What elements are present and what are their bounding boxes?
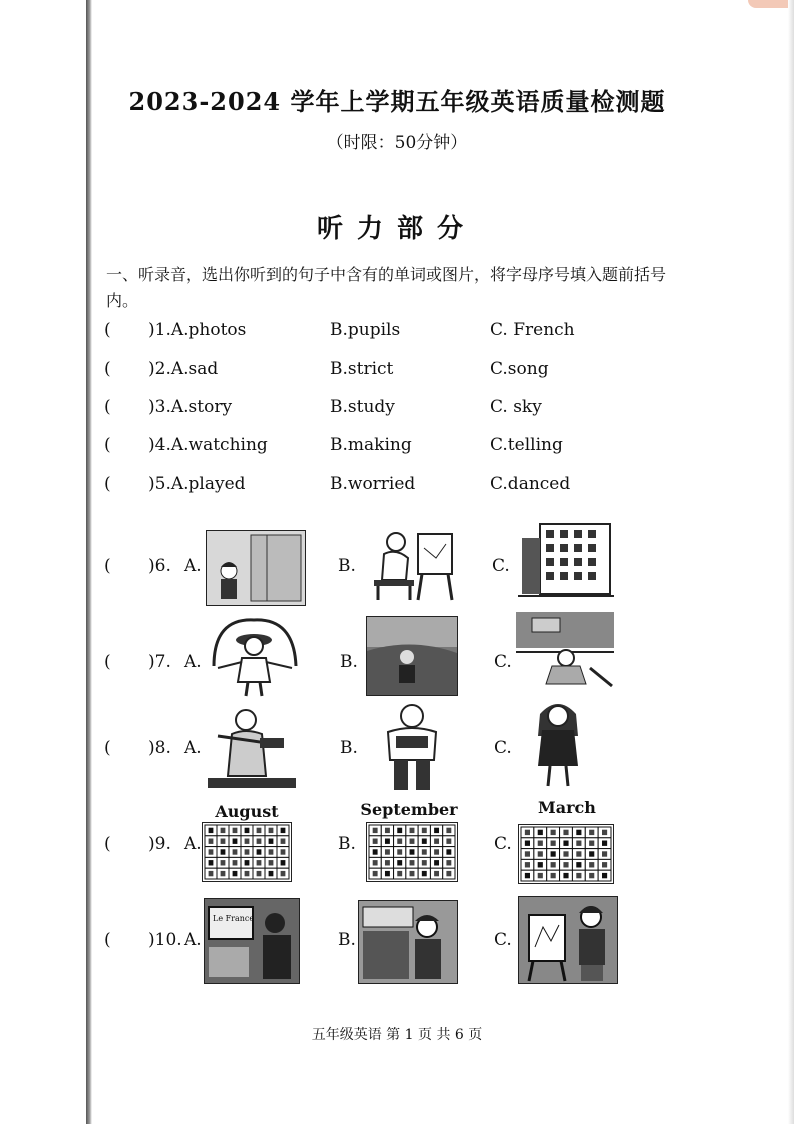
painter-at-easel-icon[interactable] xyxy=(366,524,460,604)
question-row xyxy=(104,395,704,419)
option-a: )5.A.played xyxy=(148,474,246,494)
answer-paren[interactable]: ( xyxy=(104,930,111,950)
option-c: C. French xyxy=(490,320,575,340)
option-c: C.danced xyxy=(490,474,571,494)
option-c-label: C. xyxy=(494,930,512,950)
option-a: )4.A.watching xyxy=(148,435,268,455)
option-c: C. sky xyxy=(490,397,542,417)
tv-watching-icon[interactable] xyxy=(204,898,300,984)
calendar-icon[interactable] xyxy=(366,822,458,882)
answer-paren[interactable]: ( xyxy=(104,474,111,494)
option-a-label: A. xyxy=(184,556,202,576)
option-b-label: B. xyxy=(338,930,356,950)
option-a-label: A. xyxy=(184,930,202,950)
violinist-icon[interactable] xyxy=(204,706,300,792)
corner-mark xyxy=(748,0,788,8)
scan-edge xyxy=(788,0,794,1124)
question-row xyxy=(104,433,704,457)
option-a: )2.A.sad xyxy=(148,359,219,379)
answer-paren[interactable]: ( xyxy=(104,435,111,455)
girl-cooking-icon[interactable] xyxy=(358,900,458,984)
calendar-icon[interactable] xyxy=(202,822,292,882)
question-number: )9. xyxy=(148,834,171,854)
option-a-label: A. xyxy=(184,738,202,758)
woman-icon[interactable] xyxy=(518,696,598,792)
question-number: )10. xyxy=(148,930,182,950)
option-b: B.pupils xyxy=(330,320,401,340)
question-number: )8. xyxy=(148,738,171,758)
option-b: B.study xyxy=(330,397,395,417)
answer-paren[interactable]: ( xyxy=(104,397,111,417)
month-label-c: March xyxy=(538,798,596,817)
girl-jumping-rope-icon[interactable] xyxy=(204,616,304,700)
option-c-label: C. xyxy=(494,834,512,854)
question-number: )6. xyxy=(148,556,171,576)
girl-painting-icon[interactable] xyxy=(518,896,618,984)
answer-paren[interactable]: ( xyxy=(104,320,111,340)
month-label-a: August xyxy=(215,802,279,821)
child-outdoors-icon[interactable] xyxy=(366,616,458,696)
answer-paren[interactable]: ( xyxy=(104,359,111,379)
question-row xyxy=(104,357,704,381)
option-a: )1.A.photos xyxy=(148,320,247,340)
playground-icon[interactable] xyxy=(516,612,614,692)
option-b: B.making xyxy=(330,435,412,455)
picture-question-row xyxy=(104,822,704,902)
answer-paren[interactable]: ( xyxy=(104,556,111,576)
answer-paren[interactable]: ( xyxy=(104,652,111,672)
question-row xyxy=(104,472,704,496)
instruction: 一、听录音，选出你听到的句子中含有的单词或图片，将字母序号填入题前括号内。 xyxy=(106,265,667,310)
option-a: )3.A.story xyxy=(148,397,233,417)
question-number: )7. xyxy=(148,652,171,672)
option-b: B.strict xyxy=(330,359,394,379)
option-c-label: C. xyxy=(494,652,512,672)
girl-at-door-icon[interactable] xyxy=(206,530,306,606)
answer-paren[interactable]: ( xyxy=(104,738,111,758)
option-b-label: B. xyxy=(340,738,358,758)
option-a-label: A. xyxy=(184,834,202,854)
question-row xyxy=(104,318,704,342)
option-b: B.worried xyxy=(330,474,416,494)
man-reading-icon[interactable] xyxy=(366,702,458,794)
option-a-label: A. xyxy=(184,652,202,672)
option-b-label: B. xyxy=(338,556,356,576)
scan-edge xyxy=(86,0,92,1124)
option-b-label: B. xyxy=(338,834,356,854)
picture-question-row xyxy=(104,530,704,610)
month-label-b: September xyxy=(360,800,458,819)
picture-question-row xyxy=(104,898,704,978)
picture-question-row xyxy=(104,616,704,696)
option-c-label: C. xyxy=(494,738,512,758)
time-limit: （时限：50分钟） xyxy=(326,133,468,153)
option-c: C.telling xyxy=(490,435,563,455)
building-icon[interactable] xyxy=(518,522,614,602)
answer-paren[interactable]: ( xyxy=(104,834,111,854)
picture-question-row xyxy=(104,706,704,786)
section-title: 听力部分 xyxy=(316,214,477,244)
svg-text:Le France: Le France xyxy=(213,914,255,923)
page-footer: 五年级英语 第 1 页 共 6 页 xyxy=(311,1027,483,1043)
option-c-label: C. xyxy=(492,556,510,576)
calendar-icon[interactable] xyxy=(518,824,614,884)
page-title: 2023-2024 学年上学期五年级英语质量检测题 xyxy=(128,87,666,116)
option-c: C.song xyxy=(490,359,549,379)
option-b-label: B. xyxy=(340,652,358,672)
